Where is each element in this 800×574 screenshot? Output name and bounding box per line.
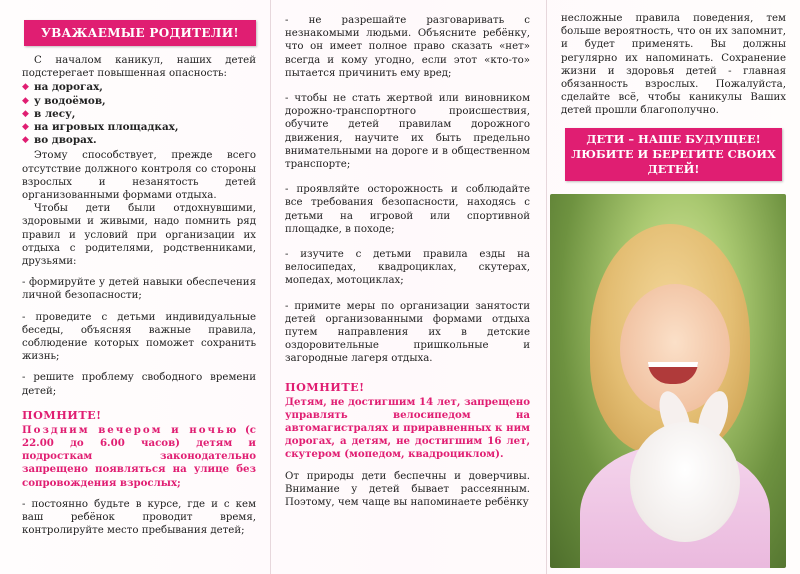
night-warning — [22, 424, 256, 490]
age-law-warning: Детям, не достигшим 14 лет, запрещено управлять велосипедом на автомагистралях и приравненных к ним дорогах, а детям, не достигшим 16 лет, скутером (мопедом, квадроциклом). — [285, 395, 530, 461]
children-future-banner — [565, 128, 782, 181]
diamond-bullet-icon: ◆ — [22, 122, 29, 133]
rule-text: - примите меры по организации занятости детей организованными формами отдыха путем направления их в детские оздоровительные пришкольные и загородные лагеря отдыха. — [285, 300, 530, 365]
nature-text: От природы дети беспечны и доверчивы. Внимание у детей бывает рассеянным. Поэтому, чем чаще вы напоминаете ребёнку — [285, 470, 530, 509]
diamond-bullet-icon: ◆ — [22, 95, 29, 106]
column-middle — [270, 0, 546, 574]
remember-heading: ПОМНИТЕ! — [22, 407, 102, 422]
rule-text: - изучите с детьми правила езды на велосипедах, квадроциклах, скутерах, мопедах, мотоциклах; — [285, 249, 530, 287]
column-right — [546, 0, 800, 574]
night-lead: Поздним вечером и ночью — [22, 423, 239, 436]
intro-text: С началом каникул, наших детей подстерегает повышенная опасность: — [22, 55, 256, 80]
diamond-bullet-icon: ◆ — [22, 108, 29, 119]
goal-text: Чтобы дети были отдохнувшими, здоровыми и живыми, надо помнить ряд правил и условий при организации их отдыха с родителями, родственниками, друзьями: — [22, 203, 256, 268]
rule-text: - формируйте у детей навыки обеспечения личной безопасности; — [22, 277, 256, 302]
banner-line: ДЕТЕЙ! — [647, 161, 700, 176]
danger-item: ◆ в лесу, — [22, 107, 76, 120]
rule-text: - решите проблему свободного времени детей; — [22, 372, 256, 397]
girl-with-rabbit-photo — [550, 194, 786, 568]
danger-item: ◆ во дворах. — [22, 134, 97, 147]
danger-item: ◆ на дорогах, — [22, 81, 103, 94]
remember-heading: ПОМНИТЕ! — [285, 379, 365, 394]
danger-item: ◆ у водоёмов, — [22, 94, 106, 107]
diamond-bullet-icon: ◆ — [22, 135, 29, 146]
continuation-text: несложные правила поведения, тем больше вероятность, что он их запомнит, и будет применять. Вы должны регулярно их напоминать. Сохранение жизни и здоровья детей - главная обязанность взрослых. Пожалуйста, сделайте всё, чтобы каникулы Ваших детей прошли благополучно. — [561, 13, 786, 117]
rule-text: - чтобы не стать жертвой или виновником дорожно-транспортного происшествия, обучите детей правилам дорожного движения, научите их быть предельно внимательными на дороге и в общественном транспорте; — [285, 93, 530, 171]
cause-text: Этому способствует, прежде всего отсутствие должного контроля со стороны взрослых и незанятость детей организованными формами отдыха. — [22, 150, 256, 202]
rule-text: - не разрешайте разговаривать с незнакомыми людьми. Объясните ребёнку, что он имеет полное право сказать «нет» всегда и кому угодно, если этот «кто-то» пытается причинить ему вред; — [285, 15, 530, 79]
danger-item: ◆ на игровых площадках, — [22, 121, 179, 134]
diamond-bullet-icon: ◆ — [22, 82, 29, 93]
night-rest: (с 22.00 до 6.00 часов) детям и подросткам законодательно запрещено появляться на улице без сопровождения взрослых; — [22, 423, 256, 489]
column-left — [0, 0, 270, 574]
rule-text: - проведите с детьми индивидуальные беседы, объясняя важные правила, соблюдение которых поможет сохранить жизнь; — [22, 311, 256, 363]
rule-text: - постоянно будьте в курсе, где и с кем ваш ребёнок проводит время, контролируйте место пребывания детей; — [22, 498, 256, 537]
parents-banner: УВАЖАЕМЫЕ РОДИТЕЛИ! — [24, 20, 256, 46]
danger-list — [22, 81, 256, 147]
rule-text: - проявляйте осторожность и соблюдайте все требования безопасности, находясь с детьми на игровой или спортивной площадке, в походе; — [285, 184, 530, 235]
banner-line: ЛЮБИТЕ И БЕРЕГИТЕ СВОИХ — [571, 146, 776, 161]
banner-line: ДЕТИ – НАШЕ БУДУЩЕЕ! — [586, 131, 761, 146]
